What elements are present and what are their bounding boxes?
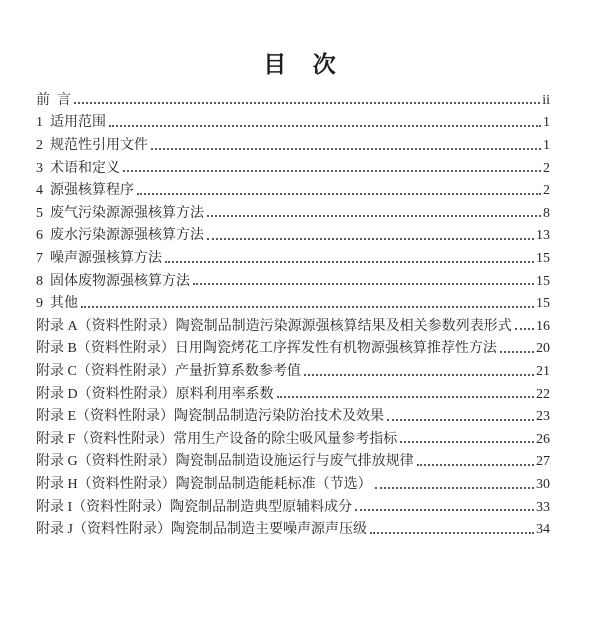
dot-leader <box>277 396 534 398</box>
toc-entry-page-number: 21 <box>536 364 550 380</box>
toc-entry-page-number: 23 <box>536 409 550 425</box>
toc-entry-page-number: 1 <box>543 138 550 154</box>
dot-leader <box>193 283 534 285</box>
toc-entry-label: 附录 B（资料性附录）日用陶瓷烤花工序挥发性有机物源强核算推荐性方法 <box>36 341 497 357</box>
toc-entry-label: 附录 E（资料性附录）陶瓷制品制造污染防治技术及效果 <box>36 409 385 425</box>
toc-entry-page-number: 22 <box>536 386 550 402</box>
toc-entry <box>36 225 550 248</box>
toc-entry-label: 1 适用范围 <box>36 115 106 131</box>
dot-leader <box>137 193 541 195</box>
toc-entry-page-number: 15 <box>536 273 550 289</box>
toc-entry-page-number: 2 <box>543 160 550 176</box>
toc-entry-label: 附录 H（资料性附录）陶瓷制品制造能耗标准（节选） <box>36 476 372 492</box>
toc-entry <box>36 248 550 271</box>
toc-entry <box>36 293 550 316</box>
toc-entry-label: 附录 J（资料性附录）陶瓷制品制造主要噪声源声压级 <box>36 522 367 538</box>
dot-leader <box>500 351 534 353</box>
dot-leader <box>81 306 534 308</box>
dot-leader <box>109 125 541 127</box>
toc-entry-page-number: 1 <box>543 115 550 131</box>
toc-entry <box>36 90 550 113</box>
toc-entry-page-number: 13 <box>536 228 550 244</box>
page-title: 目 次 <box>263 52 337 77</box>
toc-entry-label: 附录 A（资料性附录）陶瓷制品制造污染源源强核算结果及相关参数列表形式 <box>36 318 512 334</box>
toc-entry-page-number: 16 <box>536 318 550 334</box>
dot-leader <box>370 532 534 534</box>
toc-entry <box>36 497 550 520</box>
toc-entry-page-number: ii <box>542 92 550 108</box>
dot-leader <box>207 238 534 240</box>
dot-leader <box>387 419 534 421</box>
toc-entry-label: 6 废水污染源源强核算方法 <box>36 228 204 244</box>
toc-entry-page-number: 33 <box>536 499 550 515</box>
toc-entry-label: 9 其他 <box>36 296 78 312</box>
toc-entry-page-number: 15 <box>536 296 550 312</box>
toc-entry-label: 前 言 <box>36 92 71 108</box>
toc-entry <box>36 384 550 407</box>
toc-entry <box>36 180 550 203</box>
toc-entry-page-number: 26 <box>536 431 550 447</box>
dot-leader <box>304 374 534 376</box>
toc-entry <box>36 406 550 429</box>
dot-leader <box>165 261 534 263</box>
toc-entry <box>36 203 550 226</box>
toc-entry-page-number: 2 <box>543 183 550 199</box>
toc-entry-label: 4 源强核算程序 <box>36 183 134 199</box>
dot-leader <box>123 170 541 172</box>
toc-entry-label: 附录 G（资料性附录）陶瓷制品制造设施运行与废气排放规律 <box>36 454 414 470</box>
toc-entry <box>36 158 550 181</box>
toc-entry-label: 附录 I（资料性附录）陶瓷制品制造典型原辅料成分 <box>36 499 353 515</box>
toc-entry <box>36 361 550 384</box>
toc-entry <box>36 112 550 135</box>
toc-entry <box>36 429 550 452</box>
toc-entry-page-number: 15 <box>536 251 550 267</box>
toc-entry-label: 5 废气污染源源强核算方法 <box>36 205 204 221</box>
table-of-contents <box>0 90 600 542</box>
toc-entry-page-number: 8 <box>543 205 550 221</box>
toc-entry <box>36 271 550 294</box>
toc-entry-label: 7 噪声源强核算方法 <box>36 251 162 267</box>
toc-entry <box>36 135 550 158</box>
dot-leader <box>515 328 534 330</box>
toc-entry-label: 附录 D（资料性附录）原料利用率系数 <box>36 386 274 402</box>
toc-entry-page-number: 27 <box>536 454 550 470</box>
dot-leader <box>74 102 540 104</box>
dot-leader <box>151 148 541 150</box>
dot-leader <box>355 509 534 511</box>
toc-entry <box>36 474 550 497</box>
toc-entry-page-number: 34 <box>536 522 550 538</box>
dot-leader <box>375 487 534 489</box>
toc-entry-label: 8 固体废物源强核算方法 <box>36 273 190 289</box>
dot-leader <box>400 441 534 443</box>
toc-entry <box>36 316 550 339</box>
toc-entry-label: 3 术语和定义 <box>36 160 120 176</box>
toc-entry <box>36 519 550 542</box>
dot-leader <box>417 464 534 466</box>
toc-entry <box>36 338 550 361</box>
toc-entry <box>36 451 550 474</box>
toc-entry-label: 附录 F（资料性附录）常用生产设备的除尘吸风量参考指标 <box>36 431 398 447</box>
toc-entry-label: 附录 C（资料性附录）产量折算系数参考值 <box>36 364 301 380</box>
toc-entry-page-number: 30 <box>536 476 550 492</box>
dot-leader <box>207 215 541 217</box>
toc-entry-page-number: 20 <box>536 341 550 357</box>
toc-entry-label: 2 规范性引用文件 <box>36 138 148 154</box>
